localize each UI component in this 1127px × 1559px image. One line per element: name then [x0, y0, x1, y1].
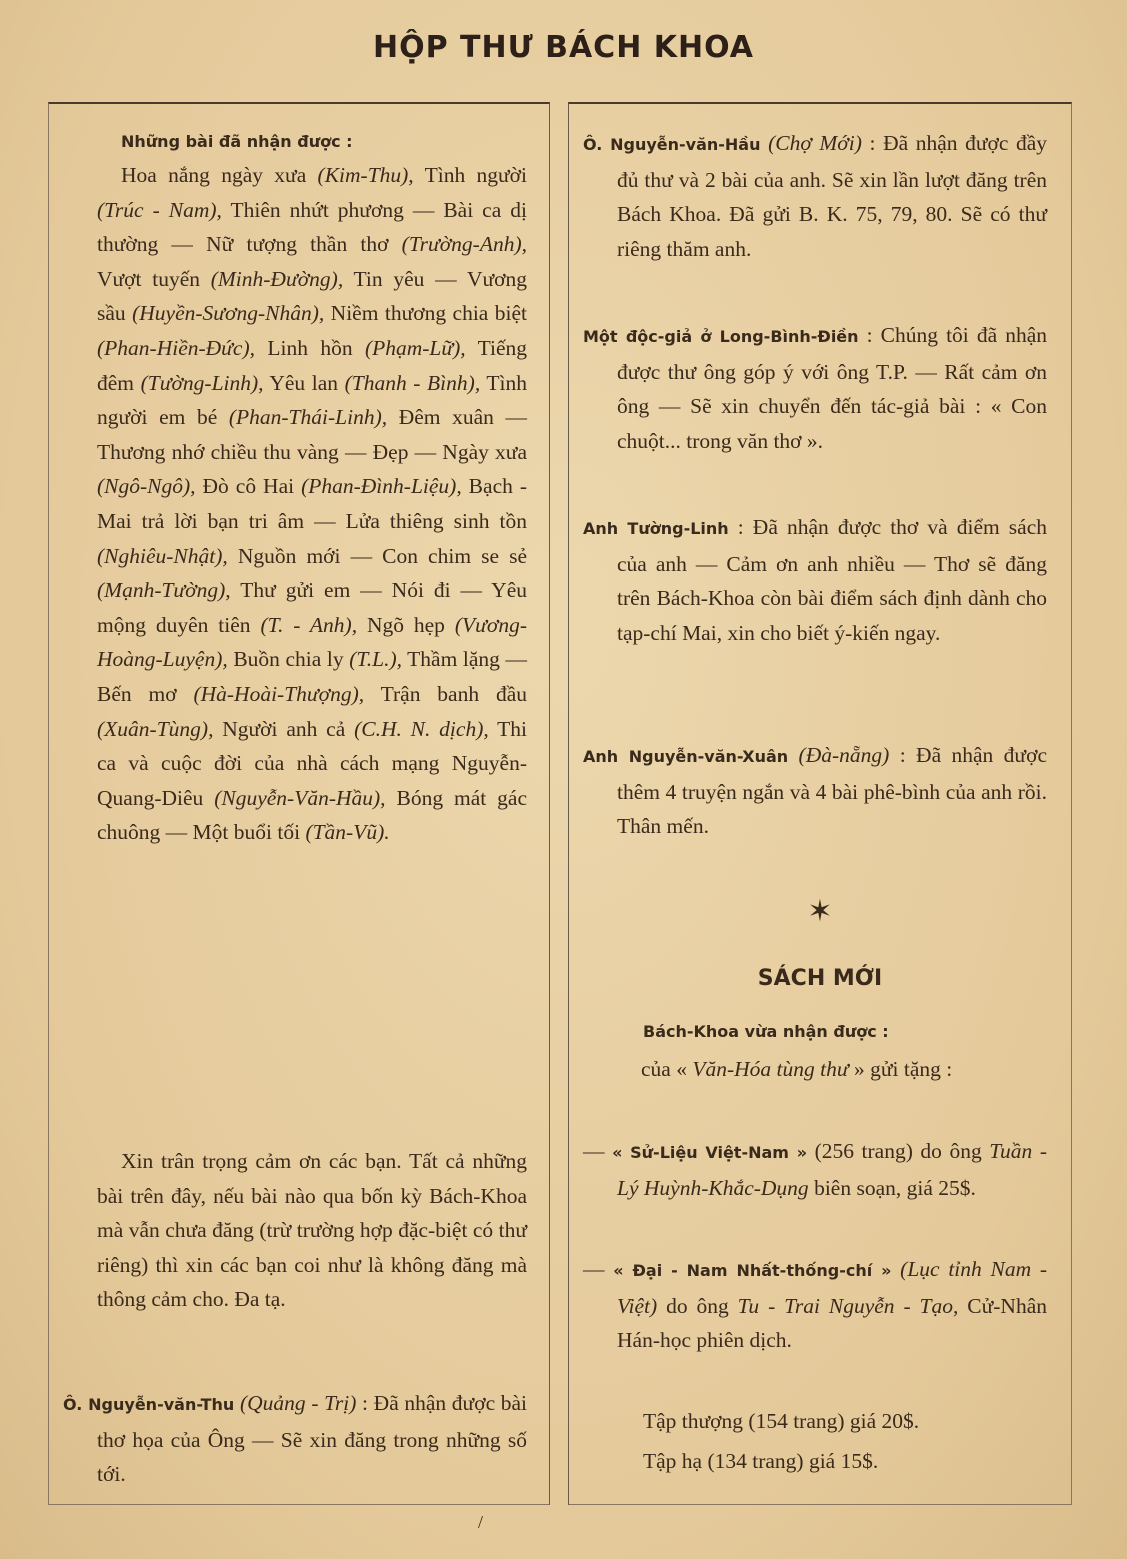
right-column — [568, 102, 1072, 1505]
author-name: (Phan-Đình-Liệu), — [301, 474, 462, 499]
letter-body: : Đã nhận được bài thơ họa của Ông — Sẽ xin đăng trong những số tới. — [97, 1391, 528, 1487]
book-dai-nam-nhat-thong-chi — [583, 1252, 1047, 1358]
work-title: Nguồn mới — Con chim se sẻ — [227, 543, 527, 568]
work-title: Đò cô Hai — [195, 474, 302, 499]
author-name: (C.H. N. dịch), — [354, 716, 489, 741]
work-title: Niềm thương chia biệt — [324, 301, 528, 326]
author-name: (Tường-Linh), — [140, 370, 264, 395]
author-name: (Thanh - Bình), — [344, 370, 481, 395]
author-name: (Kim-Thu), — [317, 163, 414, 187]
book-title: « Đại - Nam Nhất-thống-chí » — [613, 1261, 892, 1280]
book-info: (256 trang) do ông — [807, 1139, 990, 1163]
work-title: Vượt tuyến — [97, 266, 211, 291]
letter-place: (Chợ Mới) — [768, 131, 862, 155]
author-name: (Huyền-Sương-Nhân), — [132, 301, 325, 326]
author-name: (Nguyễn-Văn-Hầu), — [214, 785, 386, 810]
author-name: (Phan-Hiền-Đức), — [97, 335, 255, 360]
author-name: (Mạnh-Tường), — [97, 578, 231, 603]
author-name: (Tần-Vũ). — [305, 820, 390, 845]
author-name: (Phạm-Lữ), — [364, 335, 466, 360]
letter-body: : Đã nhận được thơ và điểm sách của anh — Cảm ơn anh nhiều — Thơ sẽ đăng trên Bách-Khoa còn bài điểm sách định dành cho tạp-chí Mai, xin cho biết ý-kiến ngay. — [617, 515, 1048, 645]
received-list — [97, 158, 527, 850]
received-heading: Những bài đã nhận được : — [121, 132, 353, 151]
author-name: (T.L.), — [349, 647, 402, 672]
page-folio: / — [478, 1512, 484, 1532]
letter-recipient: Anh Nguyễn-văn-Xuân — [583, 747, 789, 766]
letter-place: (Đà-nẵng) — [798, 743, 890, 767]
volume-2-price: Tập hạ (134 trang) giá 15$. — [643, 1449, 879, 1473]
author-name: (Trường-Anh), — [401, 232, 527, 257]
work-title: Thư gửi em — Nói đi — Yêu mộng duyên tiên — [97, 578, 527, 637]
work-title: Hoa nắng ngày xưa — [121, 163, 318, 187]
work-title: Thiên nhứt phương — Bài ca dị thường — Nữ tượng thần thơ — [97, 197, 527, 257]
work-title: Tiếng đêm — [97, 335, 528, 395]
work-title: Buồn chia ly — [227, 647, 350, 672]
work-title: Tình người — [413, 163, 527, 187]
book-subtitle: (Lục tỉnh Nam - Việt) — [617, 1257, 1047, 1318]
book-info: do ông — [657, 1293, 738, 1318]
work-title: Linh hồn — [255, 335, 365, 360]
books-source-series: Văn-Hóa tùng thư — [692, 1057, 849, 1081]
book-title: « Sử-Liệu Việt-Nam » — [612, 1143, 808, 1162]
received-label: Bách-Khoa vừa nhận được : — [643, 1022, 889, 1041]
work-title: Yêu lan — [263, 370, 345, 395]
letter-body: : Đã nhận được đầy đủ thư và 2 bài của anh. Sẽ xin lần lượt đăng trên Bách Khoa. Đã gửi B. K. 75, 79, 80. Sẽ có thư riêng thăm anh. — [617, 131, 1048, 261]
work-title: Bạch - Mai trả lời bạn tri âm — Lửa thiêng sinh tồn — [97, 474, 527, 533]
book-translator: Cử-Nhân Hán-học phiên dịch. — [617, 1293, 1047, 1353]
letter-tuong-linh — [583, 510, 1047, 650]
author-name: (Phan-Thái-Linh), — [228, 405, 388, 430]
letter-recipient: Anh Tường-Linh — [583, 519, 729, 538]
work-title: Thầm lặng — Bến mơ — [97, 647, 528, 706]
work-title: Thi ca và cuộc đời của nhà cách mạng Nguyễn-Quang-Diêu — [97, 716, 528, 810]
work-title: Tình người em bé — [97, 370, 528, 430]
book-su-lieu-viet-nam — [583, 1134, 1047, 1205]
page-title: HỘP THƯ BÁCH KHOA — [372, 30, 755, 65]
book-author: Tuần - Lý Huỳnh-Khắc-Dụng — [617, 1139, 1048, 1200]
book-price: biên soạn, giá 25$. — [808, 1175, 976, 1200]
author-name: (Xuân-Tùng), — [97, 716, 214, 741]
left-column — [48, 102, 550, 1505]
list-dash: — — [583, 1139, 605, 1163]
author-name: (Hà-Hoài-Thượng), — [193, 681, 365, 706]
letter-place: (Quảng - Trị) — [239, 1391, 357, 1415]
books-source-post: » gửi tặng : — [853, 1057, 953, 1081]
book-author: Tu - Trai Nguyễn - Tạo, — [737, 1293, 959, 1318]
work-title: Ngõ hẹp — [357, 612, 455, 637]
letter-nguyen-van-thu — [63, 1386, 527, 1492]
star-icon: ✶ — [807, 895, 833, 928]
author-name: (Minh-Đường), — [210, 266, 344, 291]
author-name: (Ngô-Ngô), — [97, 474, 196, 499]
thanks-paragraph: Xin trân trọng cảm ơn các bạn. Tất cả những bài trên đây, nếu bài nào qua bốn kỳ Bách-Khoa mà vẫn chưa đăng (trừ trường hợp đặc-biệt có thư riêng) thì xin các bạn coi như là không đăng mà thông cảm cho. Đa tạ. — [97, 1149, 527, 1312]
books-source-pre: của « — [641, 1057, 687, 1081]
letter-body: : Chúng tôi đã nhận được thư ông góp ý với ông T.P. — Rất cảm ơn ông — Sẽ xin chuyển đến tác-giả bài : « Con chuột... trong văn thơ ». — [617, 323, 1048, 453]
author-name: (Trúc - Nam), — [97, 197, 222, 222]
work-title: Trận banh đầu — [364, 681, 528, 706]
letter-long-binh-dien-reader — [583, 318, 1047, 458]
list-dash: — — [583, 1257, 605, 1281]
letter-recipient: Một độc-giả ở Long-Bình-Điền — [583, 327, 859, 346]
author-name: (Nghiêu-Nhật), — [97, 543, 228, 568]
work-title: Người anh cả — [213, 716, 355, 741]
letter-body: : Đã nhận được thêm 4 truyện ngắn và 4 bài phê-bình của anh rồi. Thân mến. — [617, 743, 1048, 839]
work-title: Đêm xuân — Thương nhớ chiều thu vàng — Đẹp — Ngày xưa — [97, 405, 527, 464]
letter-nguyen-van-xuan — [583, 738, 1047, 844]
books-source — [617, 1052, 1047, 1087]
letter-recipient: Ô. Nguyễn-văn-Hầu — [583, 135, 761, 154]
author-name: (Vương-Hoàng-Luyện), — [97, 612, 527, 672]
volume-1-price: Tập thượng (154 trang) giá 20$. — [643, 1409, 920, 1433]
work-title: Bóng mát gác chuông — Một buổi tối — [97, 785, 527, 845]
work-title: Tin yêu — Vương sầu — [97, 266, 527, 326]
letter-nguyen-van-hau — [583, 126, 1047, 266]
new-books-title: SÁCH MỚI — [757, 966, 883, 991]
author-name: (T. - Anh), — [260, 612, 358, 637]
letter-recipient: Ô. Nguyễn-văn-Thu — [63, 1395, 235, 1414]
